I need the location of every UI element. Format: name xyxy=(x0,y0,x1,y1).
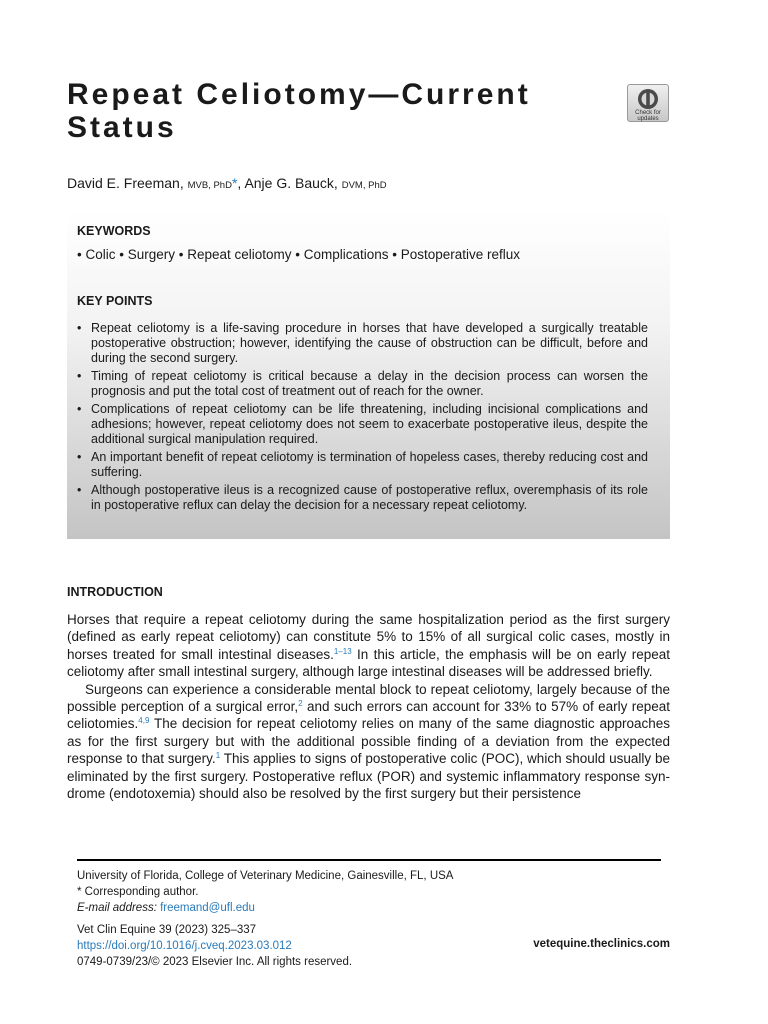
introduction-body xyxy=(67,611,670,802)
corresponding-author-marker[interactable]: * xyxy=(231,175,238,191)
key-points-heading: KEY POINTS xyxy=(77,294,153,308)
introduction-paragraph xyxy=(67,611,670,681)
doi-link[interactable]: https://doi.org/10.1016/j.cveq.2023.03.012 xyxy=(77,940,292,952)
author-degrees: MVB, PhD xyxy=(187,180,232,191)
author-name: Anje G. Bauck, xyxy=(244,175,338,191)
paragraph-text: Horses that require a repeat celiotomy during the same hospitalization period as the first surgery (defined as early repeat celiotomy) can constitute 5% to 15% of all surgical colic cases, mostly in horses treated for small intestinal diseases. xyxy=(67,612,670,662)
copyright-notice: 0749-0739/23/© 2023 Elsevier Inc. All rights reserved. xyxy=(77,956,353,968)
citation-link[interactable]: 1–13 xyxy=(333,646,352,656)
keywords-list: • Colic • Surgery • Repeat celiotomy • Complications • Postoperative reflux xyxy=(77,247,521,262)
affiliation: University of Florida, College of Veterinary Medicine, Gainesville, FL, USA xyxy=(77,870,454,882)
citation-link[interactable]: 2 xyxy=(298,699,303,709)
journal-info xyxy=(77,922,352,970)
footnote-divider xyxy=(77,859,661,861)
keywords-keypoints-box xyxy=(67,210,670,539)
author-name: David E. Freeman, xyxy=(67,175,184,191)
citation-link[interactable]: 1 xyxy=(215,751,221,761)
author-separator: , xyxy=(237,175,245,191)
key-point-item: • Timing of repeat celiotomy is critical because a delay in the decision process can worsen the prognosis and put the total cost of treatment out of reach for the owner. xyxy=(77,369,648,399)
author-degrees: DVM, PhD xyxy=(341,180,387,191)
citation-link[interactable]: 4,9 xyxy=(138,716,150,726)
journal-website[interactable]: vetequine.theclinics.com xyxy=(533,938,670,950)
email-label: E-mail address: xyxy=(77,902,157,914)
key-point-item: • Although postoperative ileus is a recognized cause of postoperative reflux, overemphasis of its role in postoperative reflux can delay the decision for a necessary repeat celiotomy. xyxy=(77,483,648,513)
key-point-item: • Complications of repeat celiotomy can be life threatening, including incisional complications and adhesions; however, repeat celiotomy does not seem to exacerbate postoperative ileus, despite the additional surgical manipulation required. xyxy=(77,402,648,447)
introduction-paragraph xyxy=(67,681,670,803)
email-link[interactable]: freemand@ufl.edu xyxy=(160,902,255,914)
author-line xyxy=(67,175,387,191)
check-badge-line1: Check for xyxy=(635,110,661,116)
corresponding-author-note: * Corresponding author. xyxy=(77,886,199,898)
footnotes xyxy=(77,868,453,916)
paragraph-text: Surgeons can experience a considerable mental block to repeat celiotomy, largely because of the possible perception of a surgical error, xyxy=(67,681,670,715)
email-line xyxy=(77,900,453,916)
journal-citation: Vet Clin Equine 39 (2023) 325–337 xyxy=(77,924,257,936)
key-point-item: • An important benefit of repeat celiotomy is termination of hopeless cases, thereby reducing cost and suffering. xyxy=(77,450,648,480)
paragraph-text: and such errors can account for 33% to 57% of early repeat celiotomies. xyxy=(67,699,671,732)
crossmark-icon xyxy=(637,88,659,110)
article-title: Repeat Celiotomy—Current Status xyxy=(67,78,531,144)
key-point-item: • Repeat celiotomy is a life-saving procedure in horses that have developed a surgically treatable postoperative obstruction; however, identifying the cause of obstruction can be difficult, before and during the second surgery. xyxy=(77,321,648,366)
key-points-list xyxy=(77,321,648,516)
check-badge-line2: updates xyxy=(637,116,659,122)
check-for-updates-badge[interactable] xyxy=(627,84,669,122)
paragraph-text: In this article, the emphasis will be on early repeat celiotomy after small intestinal surgery, although large intestinal diseases will be addressed briefly. xyxy=(67,646,671,680)
introduction-heading: INTRODUCTION xyxy=(67,585,163,599)
keywords-heading: KEYWORDS xyxy=(77,224,151,238)
paragraph-text: The decision for repeat celiotomy relies on many of the same diagnostic approaches as for the first surgery but with the additional possible finding of a deviation from the expected response to that surgery. xyxy=(67,716,670,767)
paragraph-text: This applies to signs of postoperative colic (POC), which should usually be eliminated by the first surgery. Postoperative reflux (POR) and systemic inflammatory response syndrome (endotoxemia) should also be resolved by the first surgery but their persistence xyxy=(67,751,670,802)
